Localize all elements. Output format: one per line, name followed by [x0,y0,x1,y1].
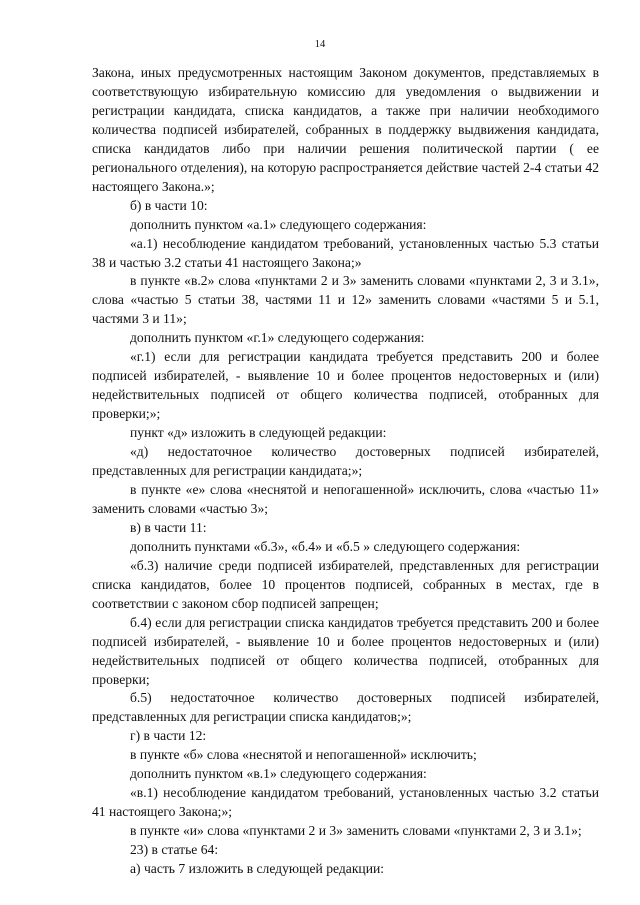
paragraph: пункт «д» изложить в следующей редакции: [130,425,387,441]
paragraph: в пункте «е» слова «неснятой и непогашенной» исключить, слова «частью 11» заменить словами «частью 3»; [92,481,599,516]
paragraph: «а.1) несоблюдение кандидатом требований, установленных частью 5.3 статьи 38 и частью 3.2 статьи 41 настоящего Закона;» [92,235,599,270]
paragraph: «в.1) несоблюдение кандидатом требований, установленных частью 3.2 статьи 41 настоящего Закона;»; [92,785,599,820]
paragraph: а) часть 7 изложить в следующей редакции: [130,861,385,877]
paragraph: дополнить пунктами «б.3», «б.4» и «б.5 » следующего содержания: [130,538,521,554]
paragraph: «г.1) если для регистрации кандидата требуется представить 200 и более подписей избирателей, - выявление 10 и более процентов недостоверных и (или) недействительных подписей от общего количества подписей, отобранных для проверки;»; [92,349,599,422]
page-number: 14 [314,39,326,50]
paragraph: дополнить пунктом «в.1» следующего содержания: [130,766,427,782]
paragraph: б.5) недостаточное количество достоверных подписей избирателей, представленных для регистрации списка кандидатов;»; [92,690,599,725]
paragraph: б) в части 10: [130,197,208,213]
paragraph: в) в части 11: [130,519,207,535]
paragraph: дополнить пунктом «а.1» следующего содержания: [130,216,427,232]
paragraph: 23) в статье 64: [130,842,219,858]
paragraph: г) в части 12: [130,728,207,744]
paragraph: «д) недостаточное количество достоверных подписей избирателей, представленных для регистрации кандидата;»; [92,444,599,479]
paragraph: Закона, иных предусмотренных настоящим Законом документов, представляемых в соответствующую избирательную комиссию для уведомления о выдвижении и регистрации кандидата, списка кандидатов, а также при наличии необходимого количества подписей избирателей, собранных в поддержку выдвижения кандидата, списка кандидатов либо при наличии решения политической партии ( ее регионального отделения), на которую распространяется действие частей 2-4 статьи 42 настоящего Закона.»; [92,65,599,194]
paragraph: «б.3) наличие среди подписей избирателей, представленных для регистрации списка кандидатов, более 10 процентов подписей, собранных в местах, где в соответствии с законом сбор подписей запрещен; [92,557,599,611]
paragraph: в пункте «и» слова «пунктами 2 и 3» заменить словами «пунктами 2, 3 и 3.1»; [130,823,582,839]
paragraph: б.4) если для регистрации списка кандидатов требуется представить 200 и более подписей избирателей, - выявление 10 и более процентов недостоверных и (или) недействительных подписей от общего количества подписей, отобранных для проверки; [92,614,599,687]
document-body [92,64,599,879]
paragraph: в пункте «в.2» слова «пунктами 2 и 3» заменить словами «пунктами 2, 3 и 3.1», слова «частью 5 статьи 38, частями 11 и 12» заменить словами «частями 5 и 5.1, частями 3 и 11»; [92,273,599,327]
paragraph: дополнить пунктом «г.1» следующего содержания: [130,330,425,346]
paragraph: в пункте «б» слова «неснятой и непогашенной» исключить; [130,747,477,763]
